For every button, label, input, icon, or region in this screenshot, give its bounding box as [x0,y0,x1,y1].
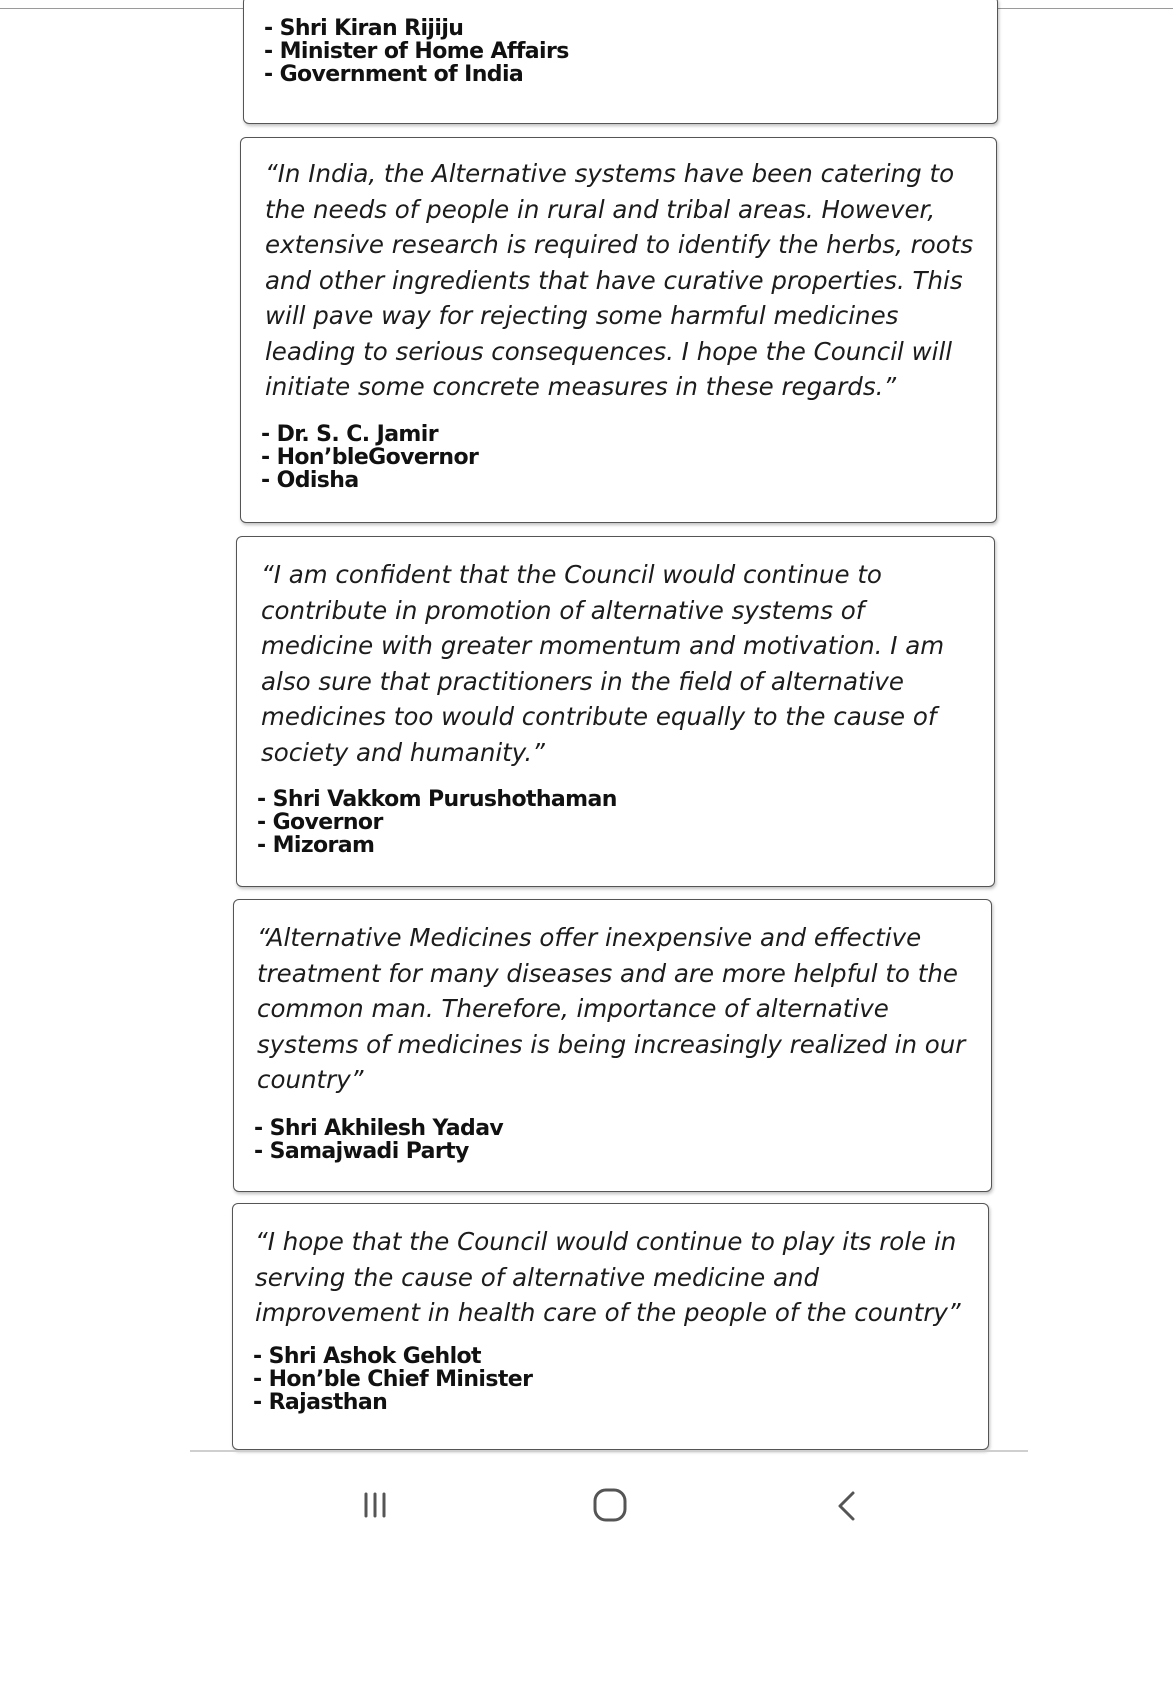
back-button[interactable] [810,1470,880,1540]
attribution [253,1345,532,1414]
quote-text: “Alternative Medicines offer inexpensive and effective treatment for many diseases and are more helpful to the common man. Therefore, importance of alternative systems of medicines is being increasingly realized in our country” [257,923,966,1094]
attribution-name: - Shri Akhilesh Yadav [254,1116,504,1141]
nav-bar-divider [190,1450,1028,1452]
recents-icon [340,1470,410,1540]
attribution [257,788,617,857]
home-icon [575,1470,645,1540]
attribution [264,17,569,86]
navigation-bar [0,1470,1173,1540]
quote-card-5 [232,1203,989,1450]
attribution-organization: - Samajwadi Party [254,1139,469,1164]
attribution-region: - Rajasthan [253,1390,388,1415]
attribution-title: - Hon’bleGovernor [261,445,479,470]
attribution-name: - Shri Kiran Rijiju [264,16,464,41]
home-button[interactable] [575,1470,645,1540]
quote-card-2 [240,137,997,523]
attribution-title: - Governor [257,810,383,835]
attribution-title: - Minister of Home Affairs [264,39,569,64]
quote-text: “I hope that the Council would continue to play its role in serving the cause of alternative medicine and improvement in health care of the people of the country” [255,1227,961,1327]
quote-text: “In India, the Alternative systems have been catering to the needs of people in rural and tribal areas. However, extensive research is required to identify the herbs, roots and other ingredients that have curative properties. This will pave way for rejecting some harmful medicines leading to serious consequences. I hope the Council will initiate some concrete measures in these regards.” [265,159,974,401]
quote-card-1 [243,0,998,124]
attribution-region: - Mizoram [257,833,375,858]
attribution-region: - Odisha [261,468,359,493]
attribution-name: - Shri Ashok Gehlot [253,1344,481,1369]
recent-apps-button[interactable] [340,1470,410,1540]
attribution-name: - Dr. S. C. Jamir [261,422,438,447]
attribution-title: - Hon’ble Chief Minister [253,1367,533,1392]
attribution [261,423,478,492]
quote-text: “I am confident that the Council would continue to contribute in promotion of alternative systems of medicine with greater momentum and motivation. I am also sure that practitioners in the field of alternative medicines too would contribute equally to the cause of society and humanity.” [261,560,945,767]
quote-card-3 [236,536,995,887]
quote-card-4 [233,899,992,1192]
attribution-name: - Shri Vakkom Purushothaman [257,787,617,812]
attribution [254,1117,503,1163]
attribution-organization: - Government of India [264,62,524,87]
back-icon [810,1470,880,1540]
